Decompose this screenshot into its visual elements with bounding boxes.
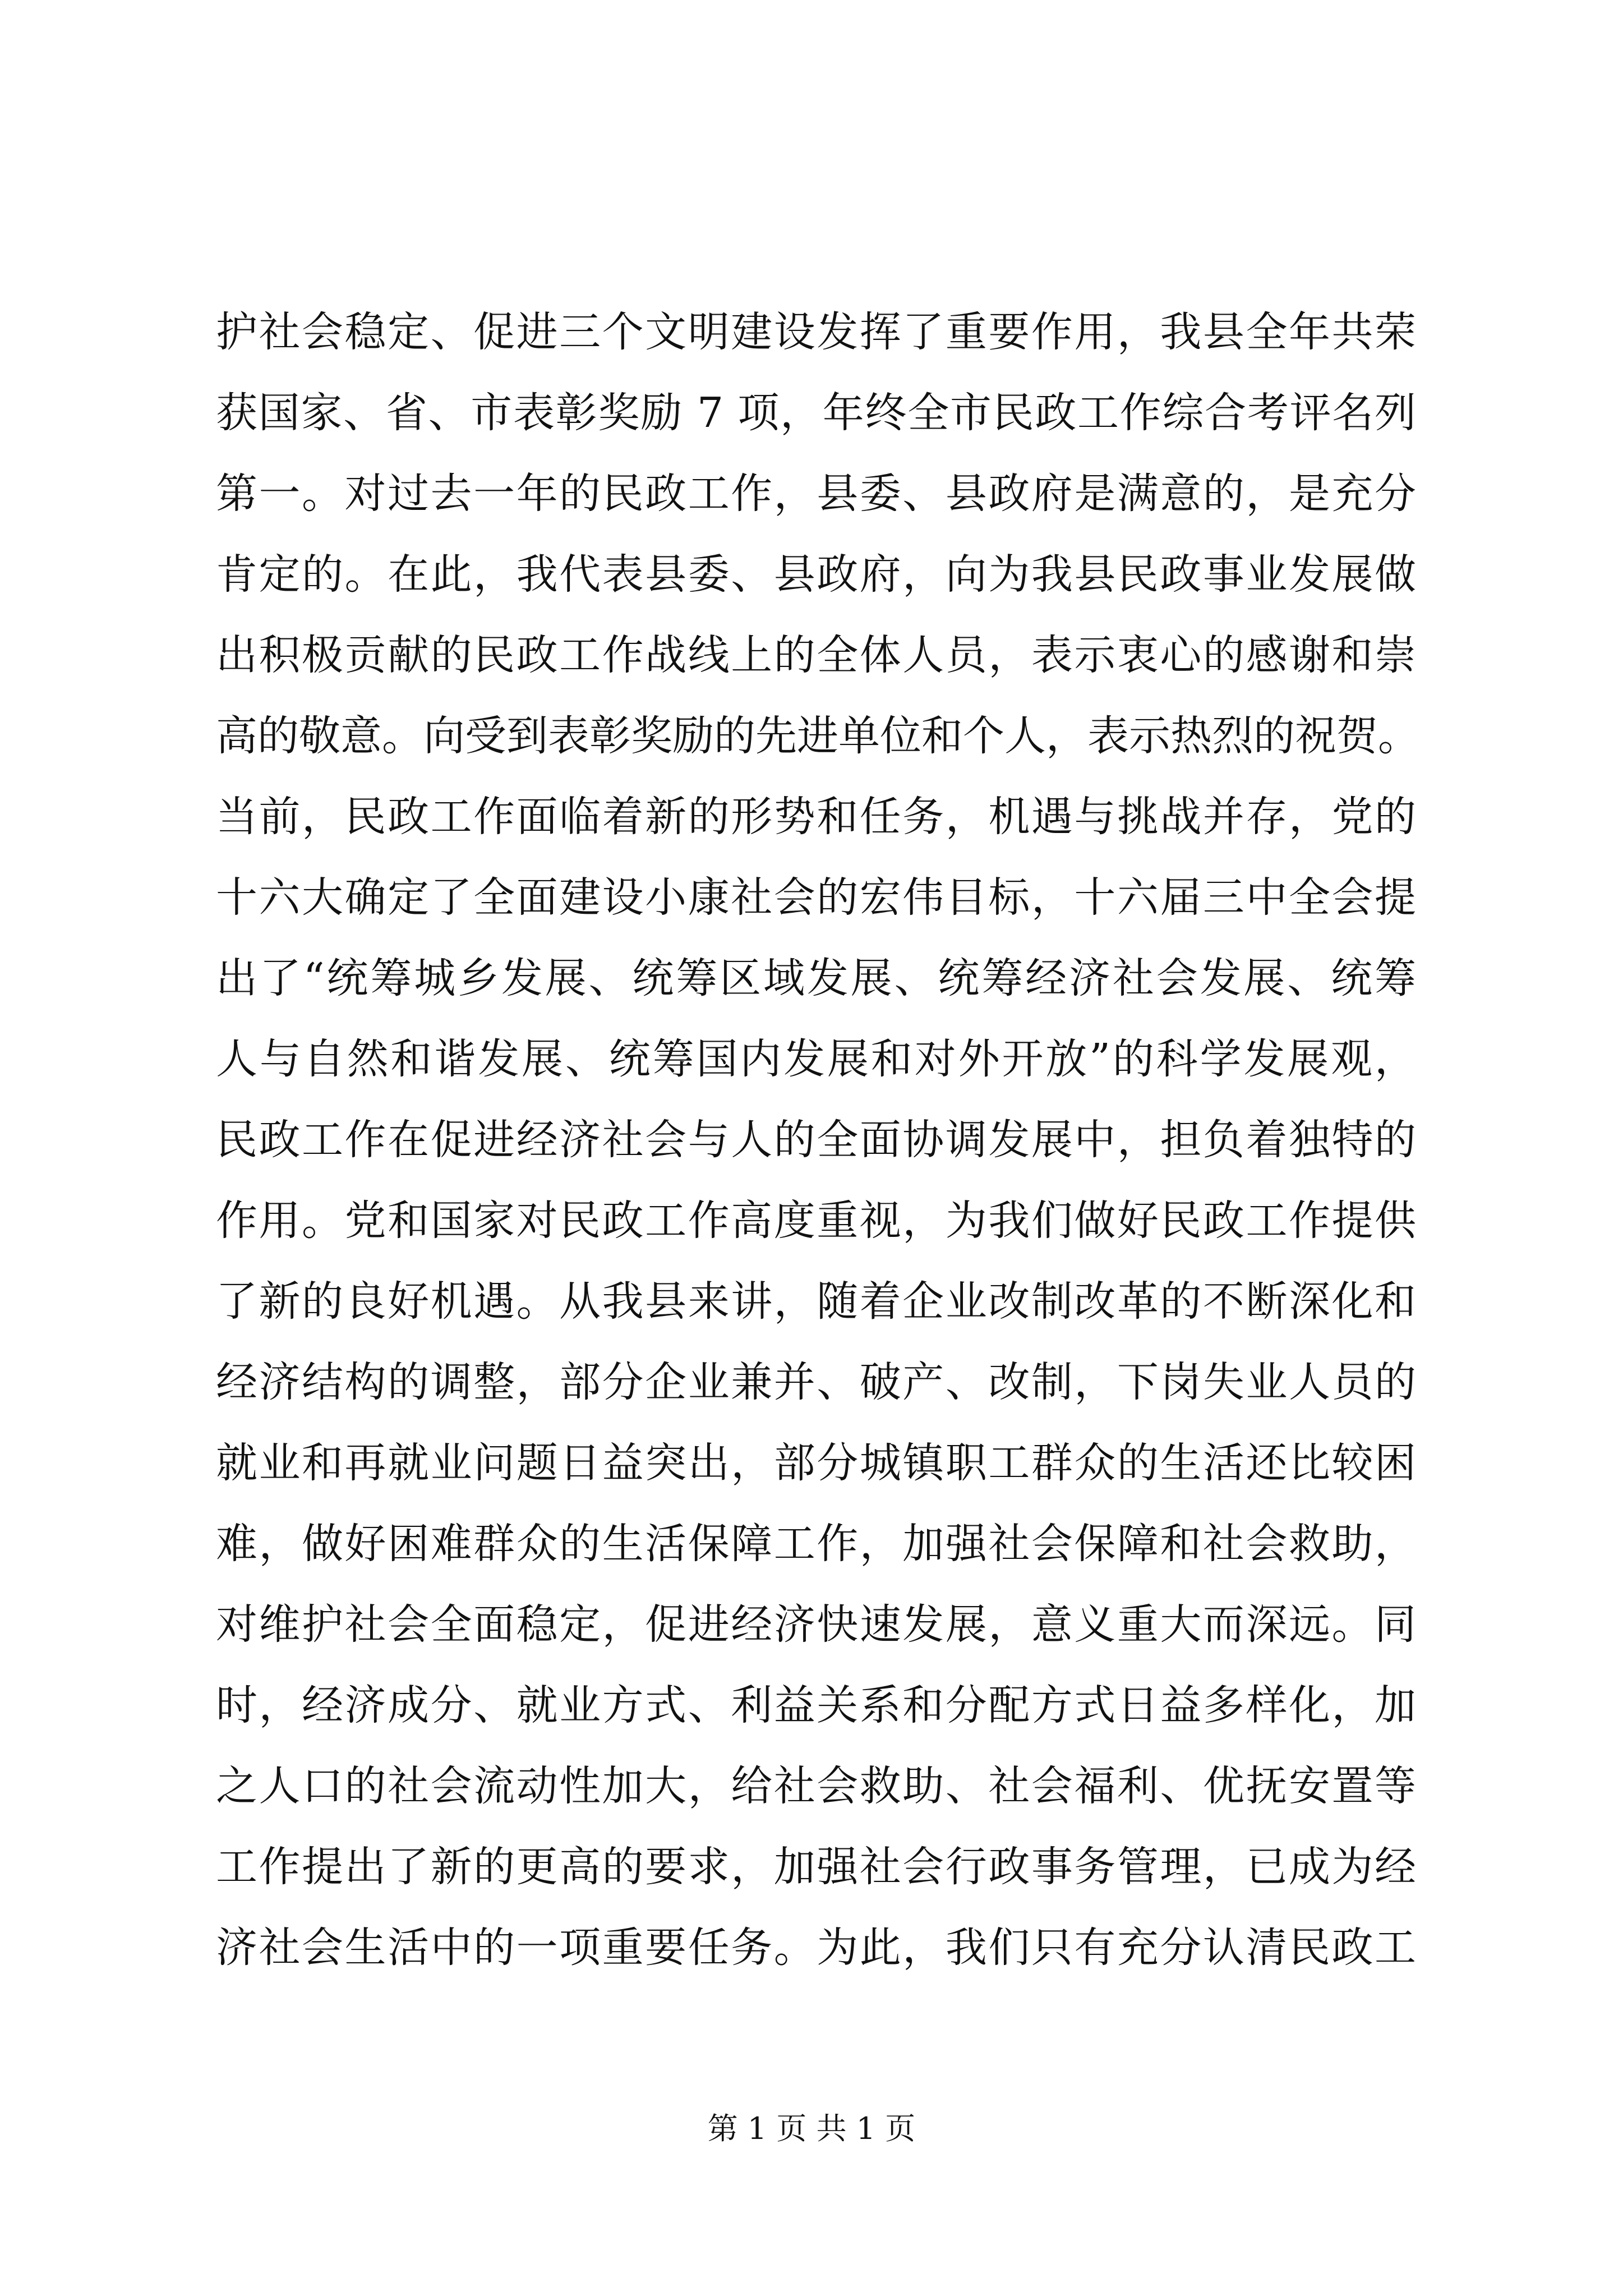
text-line: 民政工作在促进经济社会与人的全面协调发展中，担负着独特的 bbox=[216, 1116, 1416, 1164]
text-line: 高的敬意。向受到表彰奖励的先进单位和个人，表示热烈的祝贺。 bbox=[216, 712, 1419, 760]
text-line: 第一。对过去一年的民政工作，县委、县政府是满意的，是充分 bbox=[216, 470, 1416, 518]
text-line: 难，做好困难群众的生活保障工作，加强社会保障和社会救助， bbox=[216, 1520, 1416, 1568]
text-line: 人与自然和谐发展、统筹国内发展和对外开放”的科学发展观， bbox=[216, 1035, 1416, 1083]
document-body bbox=[216, 292, 1419, 1988]
text-line: 肯定的。在此，我代表县委、县政府，向为我县民政事业发展做 bbox=[216, 550, 1416, 599]
text-line: 护社会稳定、促进三个文明建设发挥了重要作用，我县全年共荣 bbox=[216, 308, 1416, 356]
text-line: 济社会生活中的一项重要任务。为此，我们只有充分认清民政工 bbox=[216, 1924, 1416, 1972]
text-line: 时，经济成分、就业方式、利益关系和分配方式日益多样化，加 bbox=[216, 1681, 1416, 1729]
text-line: 当前，民政工作面临着新的形势和任务，机遇与挑战并存，党的 bbox=[216, 793, 1416, 841]
text-line: 就业和再就业问题日益突出，部分城镇职工群众的生活还比较困 bbox=[216, 1439, 1416, 1487]
text-line: 之人口的社会流动性加大，给社会救助、社会福利、优抚安置等 bbox=[216, 1762, 1416, 1810]
text-line: 出了“统筹城乡发展、统筹区域发展、统筹经济社会发展、统筹 bbox=[216, 954, 1416, 1002]
text-line: 出积极贡献的民政工作战线上的全体人员，表示衷心的感谢和崇 bbox=[216, 631, 1416, 679]
text-line: 作用。党和国家对民政工作高度重视，为我们做好民政工作提供 bbox=[216, 1197, 1416, 1245]
page-number-footer: 第 1 页 共 1 页 bbox=[707, 2111, 916, 2146]
text-line: 了新的良好机遇。从我县来讲，随着企业改制改革的不断深化和 bbox=[216, 1277, 1416, 1326]
text-line: 获国家、省、市表彰奖励 7 项，年终全市民政工作综合考评名列 bbox=[216, 389, 1416, 437]
text-line: 经济结构的调整，部分企业兼并、破产、改制，下岗失业人员的 bbox=[216, 1358, 1416, 1406]
text-line: 十六大确定了全面建设小康社会的宏伟目标，十六届三中全会提 bbox=[216, 873, 1416, 922]
text-line: 对维护社会全面稳定，促进经济快速发展，意义重大而深远。同 bbox=[216, 1600, 1416, 1649]
text-line: 工作提出了新的更高的要求，加强社会行政事务管理，已成为经 bbox=[216, 1843, 1416, 1891]
